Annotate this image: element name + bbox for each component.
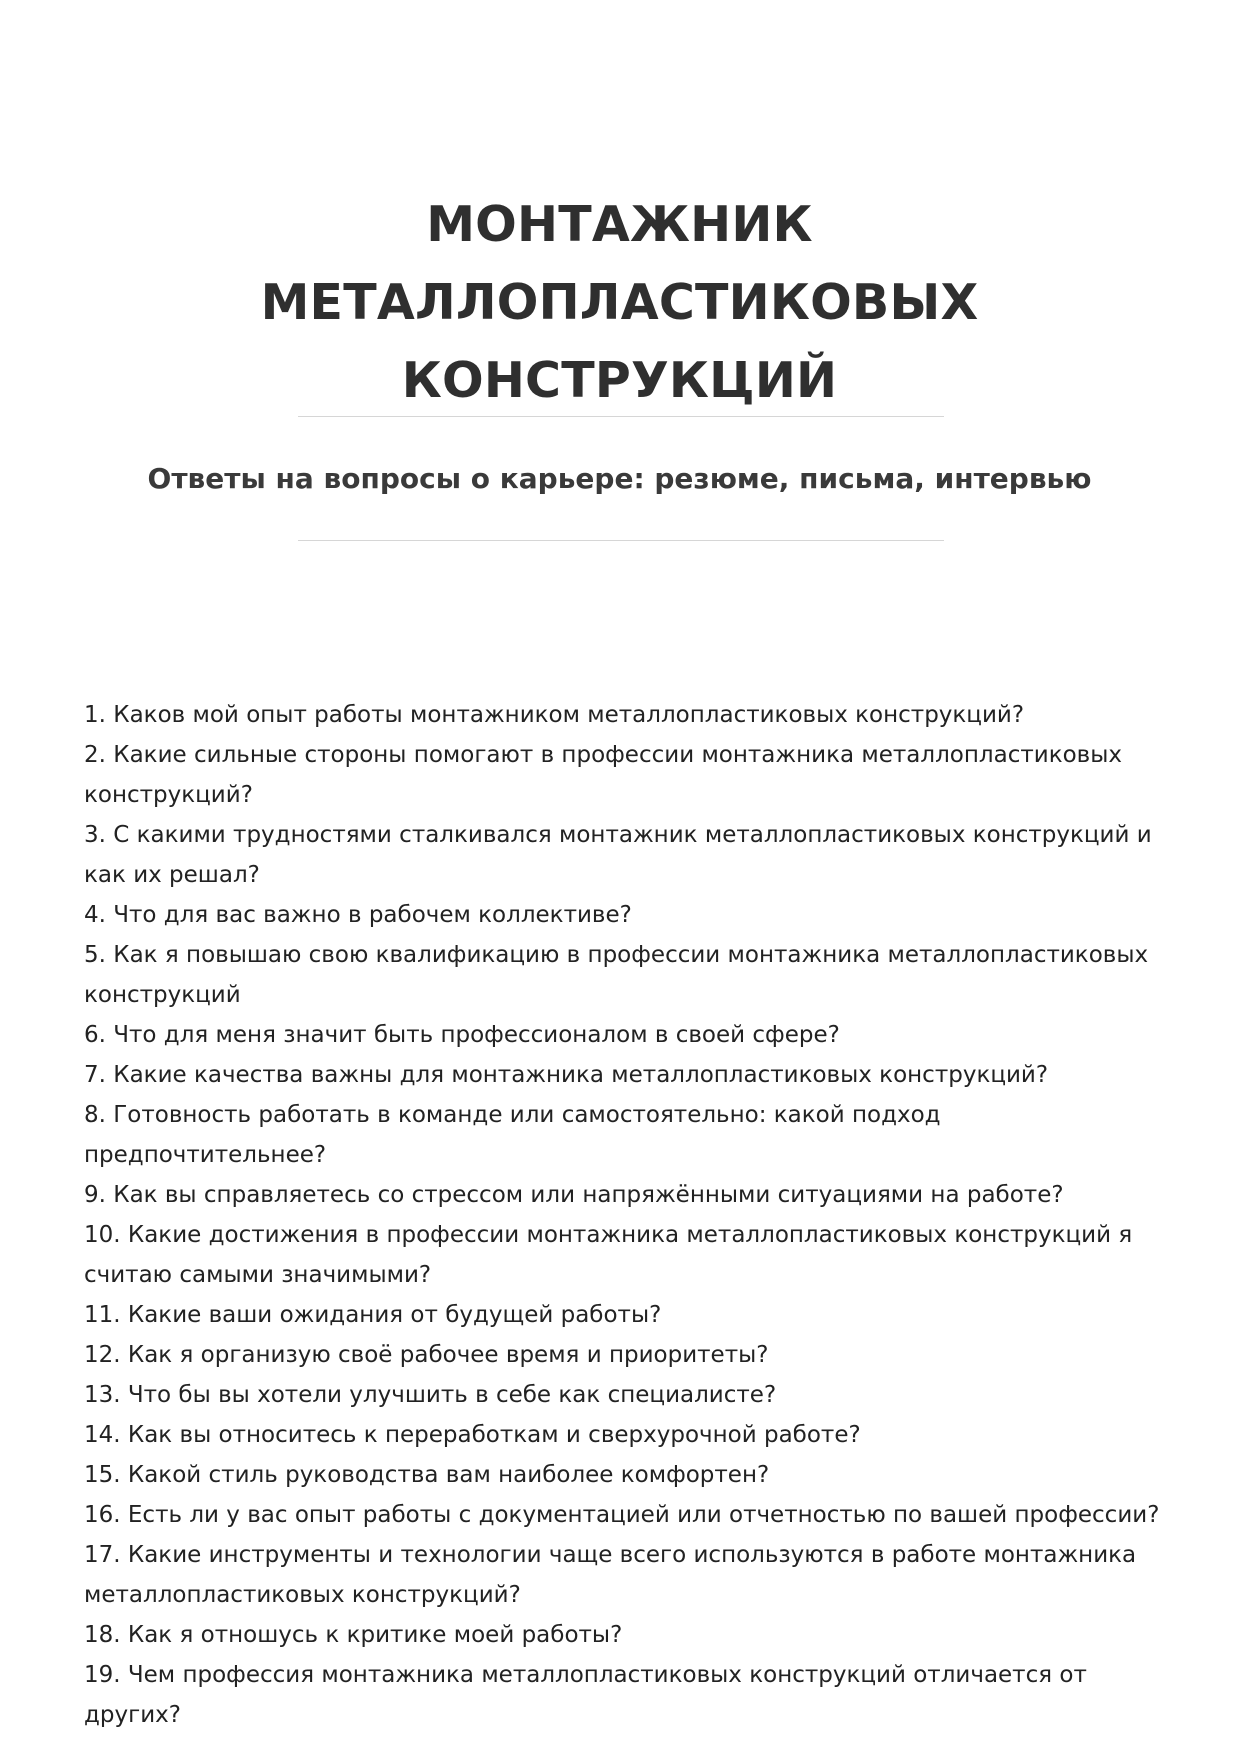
page-title bbox=[60, 186, 1179, 420]
question-item: 17. Какие инструменты и технологии чаще всего используются в работе монтажника металлопластиковых конструкций? bbox=[84, 1542, 1137, 1608]
question-item: 15. Какой стиль руководства вам наиболее комфортен? bbox=[84, 1462, 770, 1488]
question-item: 11. Какие ваши ожидания от будущей работы? bbox=[84, 1302, 662, 1328]
question-item: 19. Чем профессия монтажника металлопластиковых конструкций отличается от других? bbox=[84, 1662, 1087, 1728]
question-list bbox=[84, 695, 1164, 1735]
question-item: 6. Что для меня значит быть профессионалом в своей сфере? bbox=[84, 1022, 840, 1048]
question-item: 14. Как вы относитесь к переработкам и сверхурочной работе? bbox=[84, 1422, 861, 1448]
question-item: 5. Как я повышаю свою квалификацию в профессии монтажника металлопластиковых конструкций bbox=[84, 942, 1149, 1008]
question-item: 7. Какие качества важны для монтажника металлопластиковых конструкций? bbox=[84, 1062, 1049, 1088]
question-item: 4. Что для вас важно в рабочем коллективе? bbox=[84, 902, 632, 928]
question-item: 3. С какими трудностями сталкивался монтажник металлопластиковых конструкций и как их решал? bbox=[84, 822, 1152, 888]
question-item: 10. Какие достижения в профессии монтажника металлопластиковых конструкций я считаю самыми значимыми? bbox=[84, 1222, 1133, 1288]
question-item: 8. Готовность работать в команде или самостоятельно: какой подход предпочтительнее? bbox=[84, 1102, 941, 1168]
divider-top bbox=[298, 416, 944, 417]
question-item: 18. Как я отношусь к критике моей работы? bbox=[84, 1622, 623, 1648]
question-item: 13. Что бы вы хотели улучшить в себе как специалисте? bbox=[84, 1382, 777, 1408]
question-item: 16. Есть ли у вас опыт работы с документацией или отчетностью по вашей профессии? bbox=[84, 1502, 1160, 1528]
question-item: 9. Как вы справляетесь со стрессом или напряжёнными ситуациями на работе? bbox=[84, 1182, 1064, 1208]
question-item: 2. Какие сильные стороны помогают в профессии монтажника металлопластиковых конструкций? bbox=[84, 742, 1122, 808]
page-title-line-1: МОНТАЖНИК МЕТАЛЛОПЛАСТИКОВЫХ bbox=[260, 196, 979, 331]
page-title-line-2: КОНСТРУКЦИЙ bbox=[401, 352, 838, 409]
divider-bottom bbox=[298, 540, 944, 541]
page-subtitle: Ответы на вопросы о карьере: резюме, письма, интервью bbox=[147, 462, 1092, 495]
question-item: 1. Каков мой опыт работы монтажником металлопластиковых конструкций? bbox=[84, 702, 1025, 728]
question-item: 12. Как я организую своё рабочее время и приоритеты? bbox=[84, 1342, 769, 1368]
